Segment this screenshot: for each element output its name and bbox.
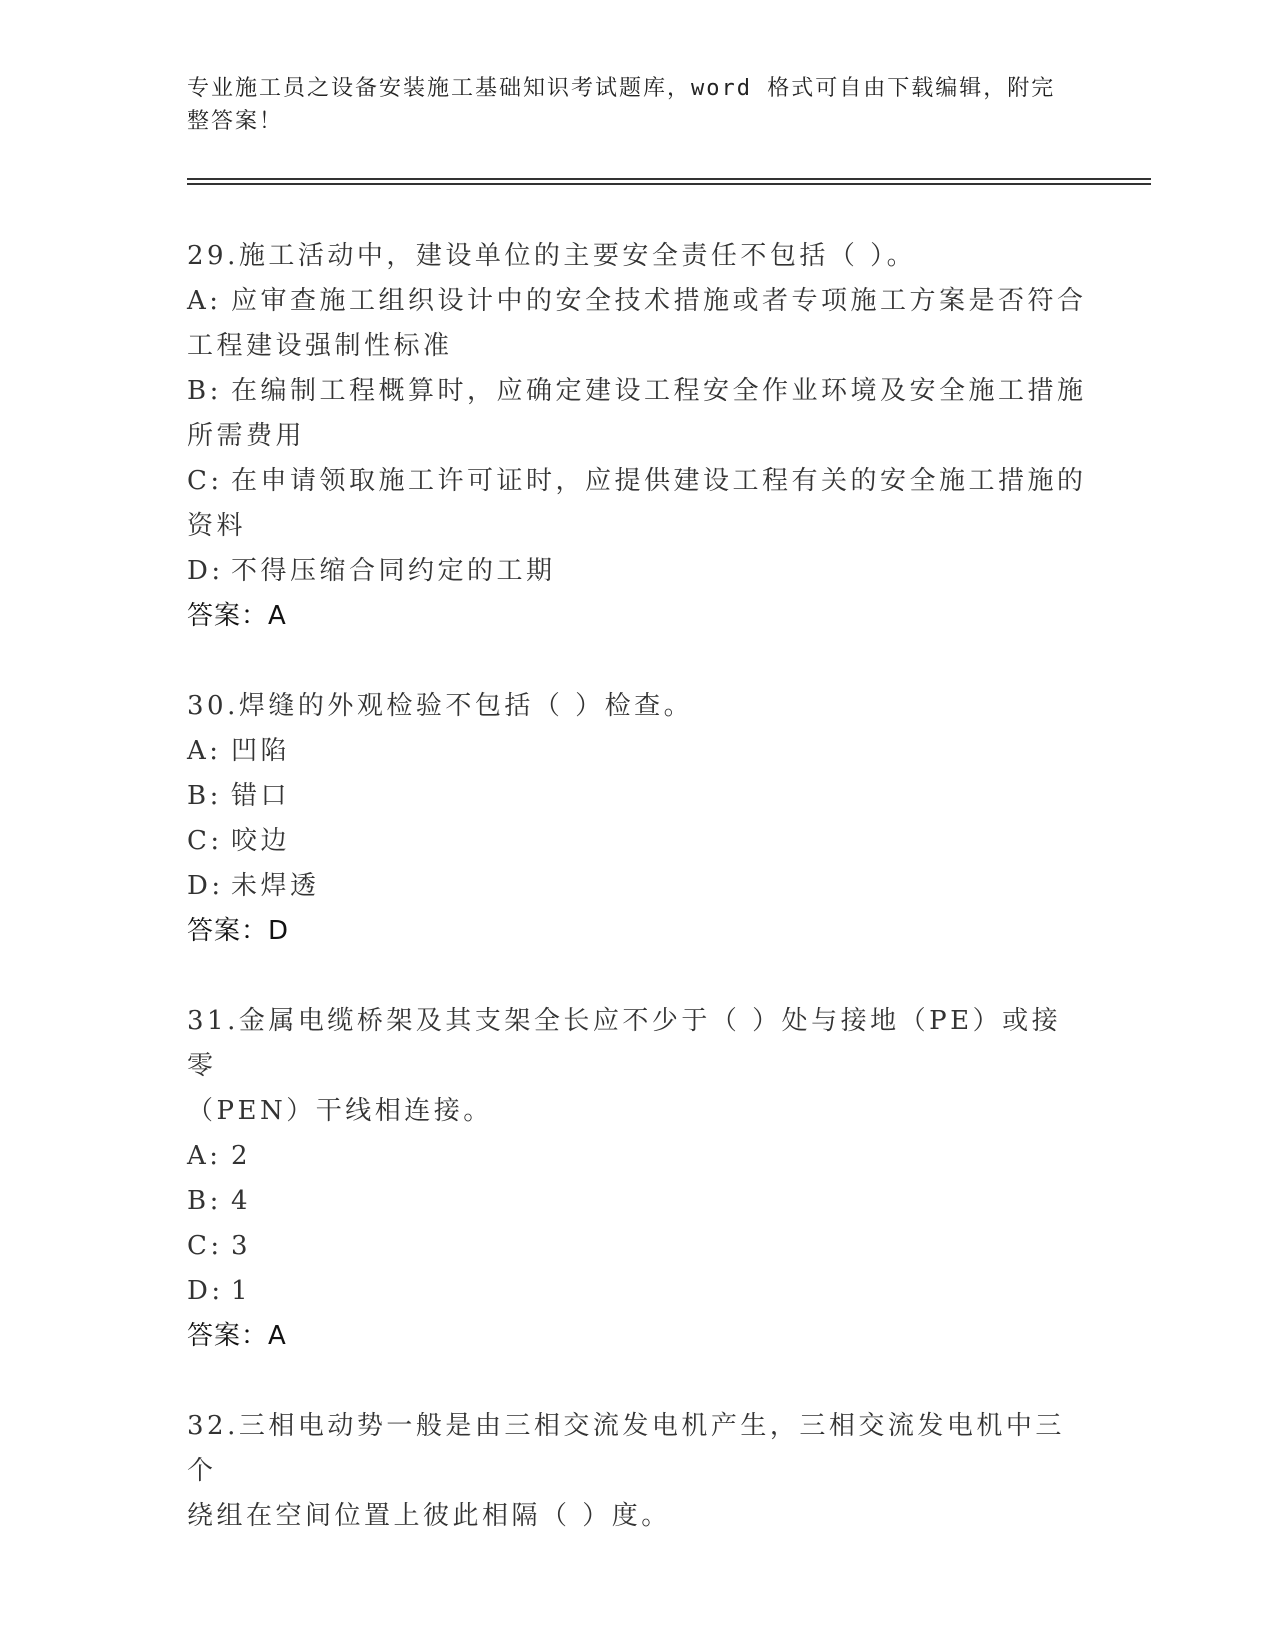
option-c (187, 819, 1087, 864)
option-d (187, 1269, 1087, 1314)
option-c (187, 459, 1087, 504)
option-c-continued: 资料 (187, 511, 247, 541)
option-b-continued: 所需费用 (187, 421, 306, 451)
option-d (187, 864, 1087, 909)
option-key: D: (187, 556, 224, 586)
option-a-continued: 工程建设强制性标准 (187, 331, 453, 361)
option-a (187, 729, 1087, 774)
option-key: D: (187, 1276, 224, 1306)
option-b (187, 1179, 1087, 1224)
answer-line: 答案：A (187, 1321, 287, 1351)
option-key: A: (187, 736, 222, 766)
option-key: A: (187, 286, 222, 316)
option-text: 2 (231, 1141, 252, 1171)
option-text: 3 (231, 1231, 252, 1261)
option-d (187, 549, 1087, 594)
option-key: B: (187, 376, 222, 406)
option-text: 错口 (231, 781, 291, 811)
header-title-line-2: 整答案！ (187, 109, 284, 134)
option-c (187, 1224, 1087, 1269)
option-a (187, 1134, 1087, 1179)
answer-line: 答案：A (187, 601, 287, 631)
option-key: B: (187, 781, 222, 811)
option-b (187, 774, 1087, 819)
document-header (187, 72, 1067, 138)
option-b (187, 369, 1087, 414)
option-a (187, 279, 1087, 324)
option-key: C: (187, 826, 223, 856)
question-30 (187, 684, 1087, 954)
question-stem: 29.施工活动中，建设单位的主要安全责任不包括（ ）。 (187, 241, 917, 271)
header-divider-bottom (187, 183, 1151, 185)
question-29 (187, 234, 1087, 639)
option-text: 不得压缩合同约定的工期 (231, 556, 556, 586)
question-31 (187, 999, 1087, 1359)
question-stem: 31.金属电缆桥架及其支架全长应不少于（ ）处与接地（PE）或接零 (187, 1006, 1062, 1081)
question-stem: 32.三相电动势一般是由三相交流发电机产生，三相交流发电机中三个 (187, 1411, 1065, 1486)
answer-line: 答案：D (187, 916, 290, 946)
option-text: 在申请领取施工许可证时，应提供建设工程有关的安全施工措施的 (231, 466, 1087, 496)
option-text: 4 (231, 1186, 252, 1216)
option-text: 在编制工程概算时，应确定建设工程安全作业环境及安全施工措施 (231, 376, 1087, 406)
question-list (187, 234, 1087, 1584)
option-key: B: (187, 1186, 222, 1216)
option-text: 咬边 (231, 826, 291, 856)
header-title-line-1: 专业施工员之设备安装施工基础知识考试题库，word 格式可自由下载编辑，附完 (187, 76, 1056, 101)
option-text: 应审查施工组织设计中的安全技术措施或者专项施工方案是否符合 (231, 286, 1087, 316)
question-32 (187, 1404, 1087, 1539)
question-stem-continued: 绕组在空间位置上彼此相隔（ ）度。 (187, 1501, 671, 1531)
option-key: C: (187, 466, 223, 496)
option-key: A: (187, 1141, 222, 1171)
option-key: D: (187, 871, 224, 901)
question-stem: 30.焊缝的外观检验不包括（ ）检查。 (187, 691, 694, 721)
question-stem-continued: （PEN）干线相连接。 (187, 1096, 493, 1126)
option-text: 凹陷 (231, 736, 291, 766)
option-text: 1 (231, 1276, 252, 1306)
option-text: 未焊透 (231, 871, 320, 901)
header-divider-top (187, 178, 1151, 180)
option-key: C: (187, 1231, 223, 1261)
